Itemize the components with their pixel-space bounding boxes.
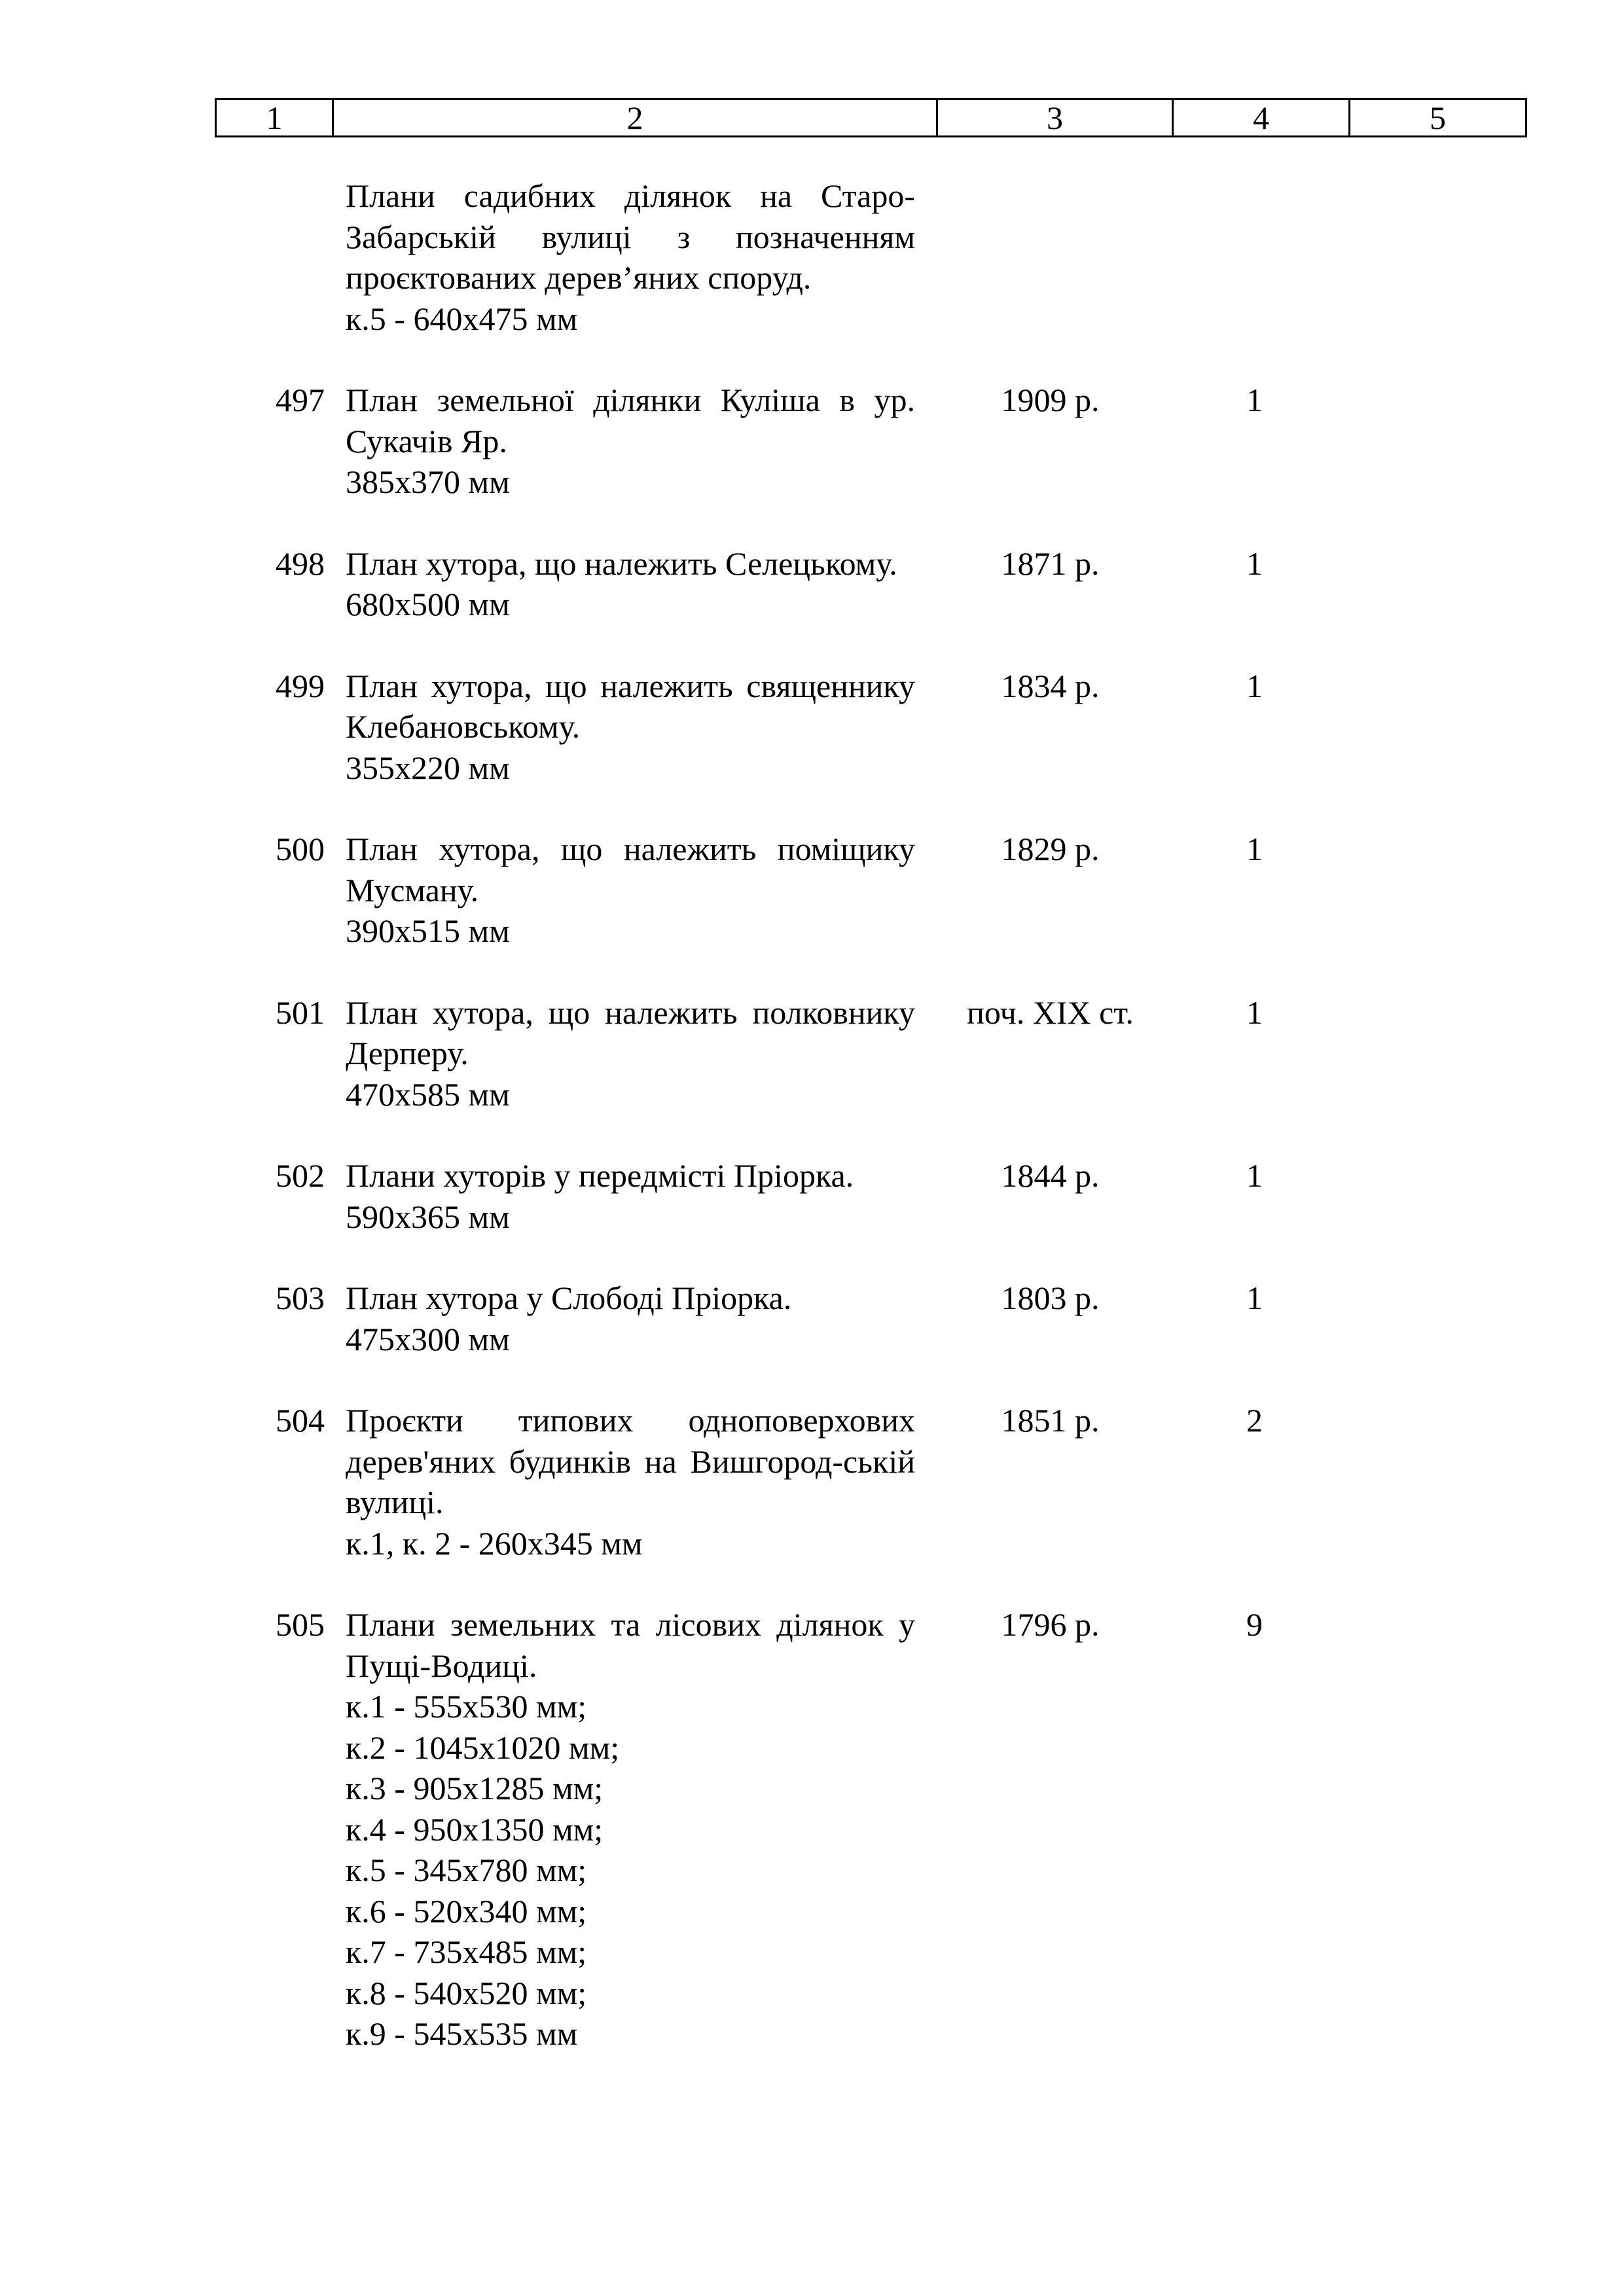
- entry-description: План хутора, що належить священнику Клебановському.: [346, 667, 915, 745]
- entry-body: [346, 175, 915, 339]
- entry-count: 1: [1246, 545, 1263, 582]
- entry-number: 503: [276, 1280, 325, 1316]
- entry-number: 504: [276, 1402, 325, 1439]
- entry-size: 590х365 мм: [346, 1198, 510, 1235]
- entry-size: 475х300 мм: [346, 1320, 510, 1357]
- entry-spacer: [215, 1115, 1524, 1155]
- catalog-entry: [215, 829, 1524, 952]
- entry-count: 9: [1246, 1606, 1263, 1643]
- entry-description: Проєкти типових одноповерхових дерев'яних будинків на Вишгород-ській вулиці.: [346, 1402, 915, 1520]
- catalog-entry: [215, 992, 1524, 1115]
- entry-number: 505: [276, 1606, 325, 1643]
- catalog-entry: [215, 543, 1524, 625]
- column-header-row: [216, 99, 1526, 137]
- entry-size: к.6 - 520х340 мм;: [346, 1892, 587, 1929]
- entry-count: 1: [1246, 667, 1263, 704]
- entry-number: 501: [276, 994, 325, 1031]
- entry-size: к.4 - 950х1350 мм;: [346, 1810, 604, 1848]
- entry-number: 502: [276, 1157, 325, 1194]
- catalog-entry: [215, 1604, 1524, 2054]
- catalog-entry: [215, 1155, 1524, 1237]
- entry-description: План хутора, що належить Селецькому.: [346, 545, 897, 582]
- entry-description: Плани земельних та лісових ділянок у Пущі-Водиці.: [346, 1606, 915, 1684]
- entry-body: [346, 543, 915, 625]
- entry-size: 385х370 мм: [346, 463, 510, 500]
- entry-body: [346, 992, 915, 1115]
- entry-count: 1: [1246, 1157, 1263, 1194]
- entry-size: к.3 - 905х1285 мм;: [346, 1770, 604, 1806]
- entry-size: к.2 - 1045х1020 мм;: [346, 1729, 620, 1766]
- entry-date: 1803 р.: [1001, 1280, 1100, 1316]
- column-header-4: 4: [1173, 99, 1350, 137]
- entry-description: Плани садибних ділянок на Старо-Забарській вулиці з позначенням проєктованих дерев’яних споруд.: [346, 177, 915, 296]
- entry-spacer: [215, 952, 1524, 992]
- entry-count: 2: [1246, 1402, 1263, 1439]
- entry-size: 680х500 мм: [346, 586, 510, 622]
- catalog-entry: [215, 1278, 1524, 1359]
- catalog-entries: [215, 175, 1524, 2054]
- entry-size: к.1, к. 2 - 260х345 мм: [346, 1524, 643, 1562]
- entry-size: к.1 - 555х530 мм;: [346, 1688, 587, 1725]
- entry-size: 390х515 мм: [346, 912, 510, 949]
- column-header-2: 2: [333, 99, 937, 137]
- continued-entry: [215, 175, 1524, 339]
- entry-size: к.5 - 640х475 мм: [346, 300, 578, 337]
- entry-body: [346, 666, 915, 789]
- entry-description: План земельної ділянки Куліша в ур. Сукачів Яр.: [346, 382, 915, 459]
- entry-number: 497: [276, 382, 325, 418]
- entry-date: 1871 р.: [1001, 545, 1100, 582]
- entry-body: [346, 1278, 915, 1359]
- entry-description: План хутора у Слободі Пріорка.: [346, 1280, 792, 1316]
- entry-date: поч. ХІХ ст.: [967, 994, 1134, 1031]
- entry-description: План хутора, що належить поміщику Мусману.: [346, 831, 915, 908]
- entry-description: План хутора, що належить полковнику Дерперу.: [346, 994, 915, 1071]
- entry-size: к.5 - 345х780 мм;: [346, 1852, 587, 1888]
- entry-date: 1834 р.: [1001, 667, 1100, 704]
- entry-spacer: [215, 788, 1524, 829]
- entry-body: [346, 1604, 915, 2054]
- entry-number: 500: [276, 831, 325, 867]
- catalog-entry: [215, 666, 1524, 789]
- entry-count: 1: [1246, 831, 1263, 867]
- entry-size: 470х585 мм: [346, 1075, 510, 1113]
- entry-size: к.8 - 540х520 мм;: [346, 1974, 587, 2011]
- column-header-3: 3: [937, 99, 1173, 137]
- entry-body: [346, 1155, 915, 1237]
- catalog-entry: [215, 1400, 1524, 1564]
- entry-body: [346, 829, 915, 952]
- catalog-entry: [215, 380, 1524, 503]
- entry-spacer: [215, 625, 1524, 666]
- entry-date: 1796 р.: [1001, 1606, 1100, 1643]
- entry-count: 1: [1246, 994, 1263, 1031]
- entry-spacer: [215, 503, 1524, 543]
- entry-body: [346, 380, 915, 503]
- column-header-5: 5: [1350, 99, 1526, 137]
- entry-date: 1829 р.: [1001, 831, 1100, 867]
- entry-number: 498: [276, 545, 325, 582]
- entry-spacer: [215, 1237, 1524, 1278]
- entry-size: 355х220 мм: [346, 749, 510, 786]
- entry-spacer: [215, 339, 1524, 380]
- entry-count: 1: [1246, 382, 1263, 418]
- entry-size: к.9 - 545х535 мм: [346, 2015, 578, 2052]
- entry-spacer: [215, 1564, 1524, 1604]
- entry-count: 1: [1246, 1280, 1263, 1316]
- column-header-table: [215, 98, 1527, 137]
- entry-date: 1844 р.: [1001, 1157, 1100, 1194]
- entry-description: Плани хуторів у передмісті Пріорка.: [346, 1157, 854, 1194]
- entry-date: 1909 р.: [1001, 382, 1100, 418]
- column-header-1: 1: [216, 99, 333, 137]
- entry-size: к.7 - 735х485 мм;: [346, 1933, 587, 1970]
- entry-date: 1851 р.: [1001, 1402, 1100, 1439]
- entry-number: 499: [276, 667, 325, 704]
- entry-body: [346, 1400, 915, 1564]
- entry-spacer: [215, 1359, 1524, 1400]
